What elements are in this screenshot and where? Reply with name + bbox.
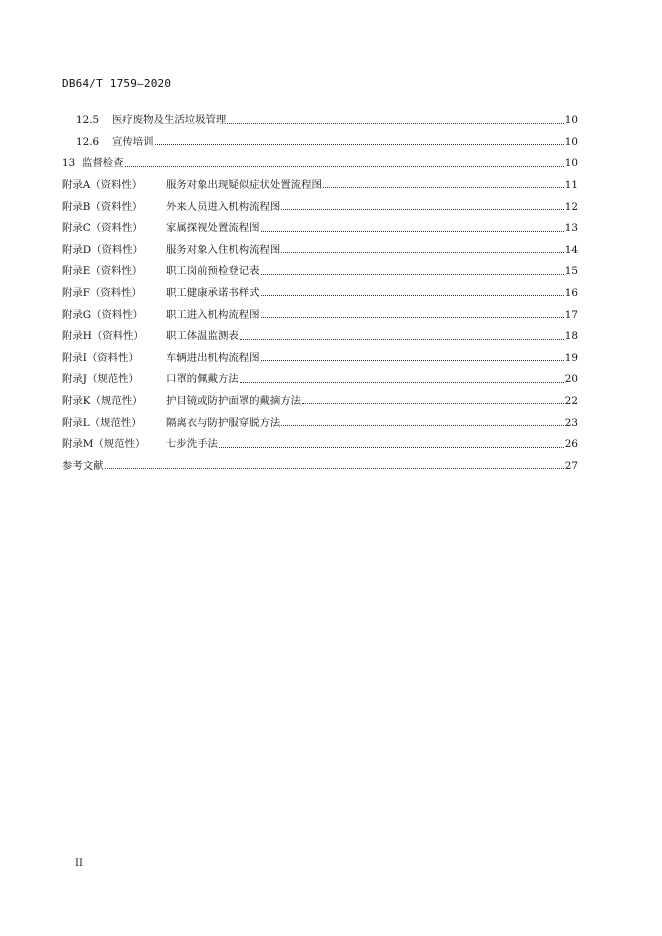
toc-entry-number: 附录L（规范性） [62,416,142,429]
toc-entry-appendix-k[interactable] [62,385,578,407]
toc-entry-appendix-m[interactable] [62,428,578,450]
toc-entry-title: 宣传培训 [112,135,154,148]
toc-entry-appendix-l[interactable] [62,406,578,428]
toc-entry-title: 车辆进出机构流程图 [166,351,260,364]
toc-entry-number: 附录E（资料性） [62,265,143,278]
toc-entry-page: 10 [564,114,578,127]
toc-entry-page: 10 [564,157,578,170]
toc-entry-page: 16 [564,286,578,299]
dot-leader [240,339,564,340]
dot-leader [323,187,564,188]
dot-leader [281,252,563,253]
toc-entry-page: 10 [564,135,578,148]
toc-entry-title: 职工健康承诺书样式 [166,286,260,299]
dot-leader [227,123,563,124]
dot-leader [125,166,564,167]
toc-entry-title: 口罩的佩戴方法 [166,373,239,386]
toc-entry-page: 15 [564,265,578,278]
toc-entry-number: 附录C（资料性） [62,222,143,235]
toc-entry-appendix-g[interactable] [62,298,578,320]
dot-leader [219,447,564,448]
toc-entry-number: 附录D（资料性） [62,243,144,256]
toc-entry-page: 23 [564,416,578,429]
toc-entry-appendix-f[interactable] [62,277,578,299]
toc-entry-12-5[interactable] [62,104,578,126]
dot-leader [281,209,563,210]
toc-entry-title: 家属探视处置流程图 [166,222,260,235]
toc-entry-number: 附录I（资料性） [62,351,139,364]
dot-leader [281,425,563,426]
toc-entry-page: 20 [564,373,578,386]
dot-leader [302,403,564,404]
toc-entry-title: 外来人员进入机构流程图 [166,200,281,213]
toc-entry-title: 参考文献 [62,459,104,472]
dot-leader [155,144,564,145]
dot-leader [105,468,564,469]
toc-entry-page: 18 [564,330,578,343]
toc-entry-12-6[interactable] [62,126,578,148]
toc-entry-page: 26 [564,438,578,451]
toc-entry-page: 13 [564,222,578,235]
toc-entry-references[interactable] [62,450,578,472]
table-of-contents [62,104,578,471]
dot-leader [261,360,564,361]
toc-entry-number: 附录G（资料性） [62,308,144,321]
dot-leader [261,317,564,318]
toc-entry-number: 12.5 [76,114,100,127]
toc-entry-number: 附录A（资料性） [62,178,143,191]
toc-entry-title: 医疗废物及生活垃圾管理 [112,114,227,127]
toc-entry-number: 附录J（规范性） [62,373,139,386]
toc-entry-number: 附录F（资料性） [62,286,142,299]
toc-entry-title: 职工体温监测表 [166,330,239,343]
toc-entry-appendix-b[interactable] [62,190,578,212]
document-code: DB64/T 1759—2020 [62,77,172,90]
toc-entry-title: 隔离衣与防护服穿脱方法 [166,416,281,429]
toc-entry-appendix-a[interactable] [62,169,578,191]
toc-entry-page: 17 [564,308,578,321]
toc-entry-page: 27 [564,459,578,472]
toc-entry-13[interactable] [62,147,578,169]
dot-leader [261,274,564,275]
toc-entry-appendix-e[interactable] [62,255,578,277]
dot-leader [240,382,564,383]
toc-entry-number: 附录H（资料性） [62,330,144,343]
toc-entry-title: 职工岗前预检登记表 [166,265,260,278]
toc-entry-number: 附录K（规范性） [62,394,143,407]
toc-entry-number: 附录B（资料性） [62,200,143,213]
toc-entry-title: 七步洗手法 [166,438,218,451]
toc-entry-appendix-h[interactable] [62,320,578,342]
toc-entry-title: 职工进入机构流程图 [166,308,260,321]
toc-entry-appendix-d[interactable] [62,234,578,256]
toc-entry-page: 14 [564,243,578,256]
dot-leader [261,295,564,296]
toc-entry-page: 19 [564,351,578,364]
toc-entry-number: 12.6 [76,135,100,148]
toc-entry-appendix-c[interactable] [62,212,578,234]
toc-entry-title: 服务对象入住机构流程图 [166,243,281,256]
toc-entry-page: 11 [564,178,578,191]
page-number: II [75,858,83,869]
toc-entry-title: 护目镜或防护面罩的戴摘方法 [166,394,302,407]
toc-entry-page: 12 [564,200,578,213]
toc-entry-title: 服务对象出现疑似症状处置流程图 [166,178,322,191]
toc-entry-appendix-j[interactable] [62,363,578,385]
dot-leader [261,231,564,232]
toc-entry-number: 附录M（规范性） [62,438,146,451]
toc-entry-page: 22 [564,394,578,407]
toc-entry-title: 监督检查 [82,157,124,170]
toc-entry-number: 13 [62,157,76,170]
toc-entry-appendix-i[interactable] [62,342,578,364]
